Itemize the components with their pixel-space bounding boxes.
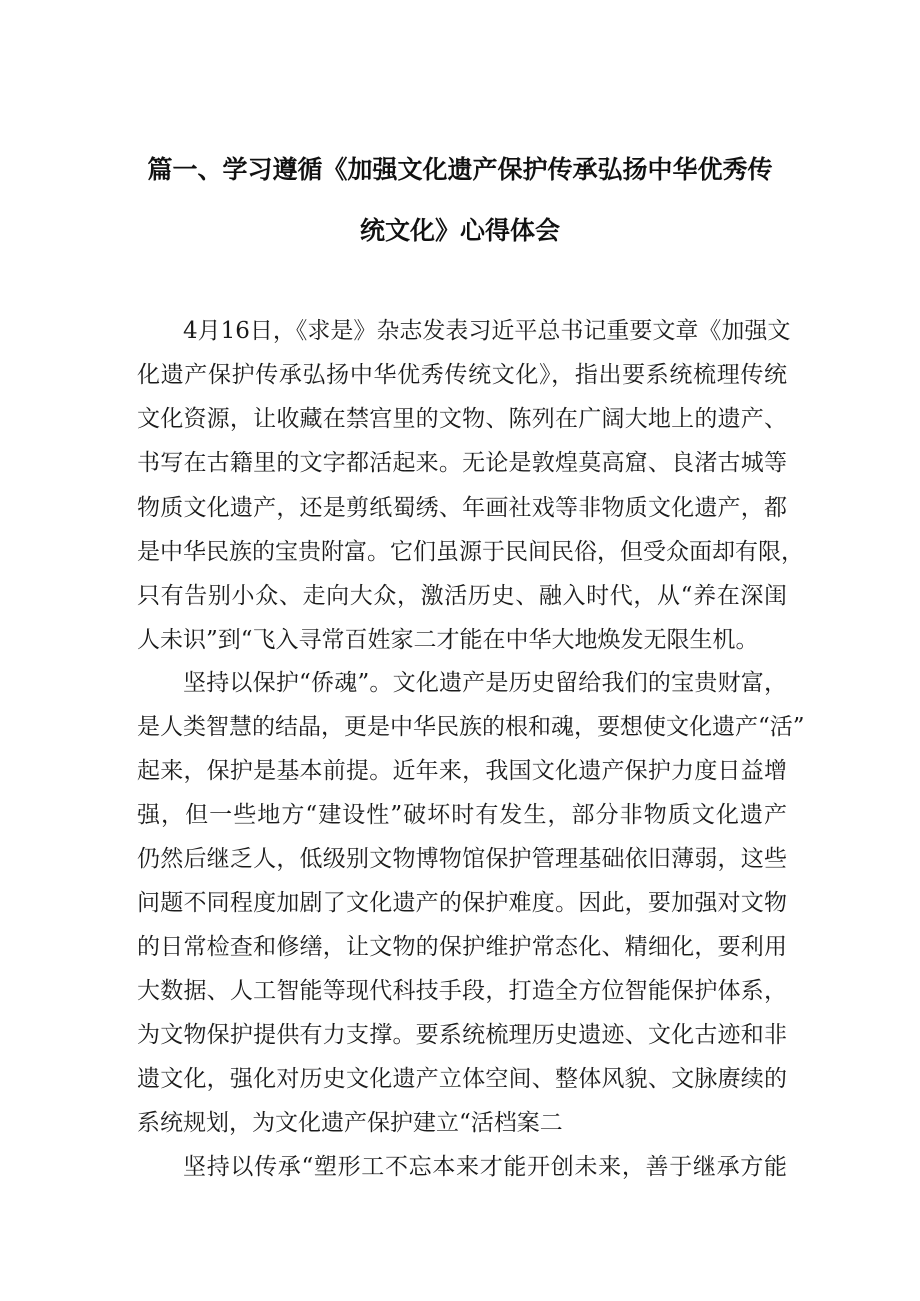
body-line: 仍然后继乏人，低级别文物博物馆保护管理基础依旧薄弱，这些 (137, 846, 787, 872)
body-line: 坚持以保护“侨魂”。文化遗产是历史留给我们的宝贵财富， (183, 670, 787, 696)
body-line: 问题不同程度加剧了文化遗产的保护难度。因此，要加强对文物 (137, 890, 787, 916)
document-title-line-1: 篇一、学习遵循《加强文化遗产保护传承弘扬中华优秀传 (147, 155, 773, 184)
body-line: 文化资源，让收藏在禁宫里的文物、陈列在广阔大地上的遗产、 (137, 406, 787, 432)
body-line: 大数据、人工智能等现代科技手段，打造全方位智能保护体系， (137, 978, 787, 1004)
body-line: 是中华民族的宝贵附富。它们虽源于民间民俗，但受众面却有限， (137, 539, 804, 565)
document-title-line-2: 统文化》心得体会 (359, 216, 560, 245)
body-line: 化遗产保护传承弘扬中华优秀传统文化》，指出要系统梳理传统 (137, 362, 787, 388)
body-line: 物质文化遗产，还是剪纸蜀绣、年画社戏等非物质文化遗产，都 (137, 495, 787, 521)
body-line: 起来，保护是基本前提。近年来，我国文化遗产保护力度日益增 (137, 758, 787, 784)
body-line: 强，但一些地方“建设性”破坏时有发生，部分非物质文化遗产 (137, 802, 787, 828)
body-line: 人未识”到“飞入寻常百姓家二才能在中华大地焕发无限生机。 (137, 627, 759, 653)
body-line: 为文物保护提供有力支撑。要系统梳理历史遗迹、文化古迹和非 (137, 1022, 787, 1048)
body-line: 书写在古籍里的文字都活起来。无论是敦煌莫高窟、良渚古城等 (137, 450, 787, 476)
body-line: 4月16日，《求是》杂志发表习近平总书记重要文章《加强文 (183, 318, 791, 344)
body-line: 系统规划，为文化遗产保护建立“活档案二 (137, 1110, 563, 1136)
body-line: 是人类智慧的结晶，更是中华民族的根和魂，要想使文化遗产“活” (137, 714, 805, 740)
body-line: 遗文化，强化对历史文化遗产立体空间、整体风貌、文脉赓续的 (137, 1066, 787, 1092)
body-line: 的日常检查和修缮，让文物的保护维护常态化、精细化，要利用 (137, 934, 787, 960)
body-line: 坚持以传承“塑形工不忘本来才能开创未来，善于继承方能 (183, 1154, 787, 1180)
body-line: 只有告别小众、走向大众，激活历史、融入时代，从“养在深闺 (137, 583, 787, 609)
